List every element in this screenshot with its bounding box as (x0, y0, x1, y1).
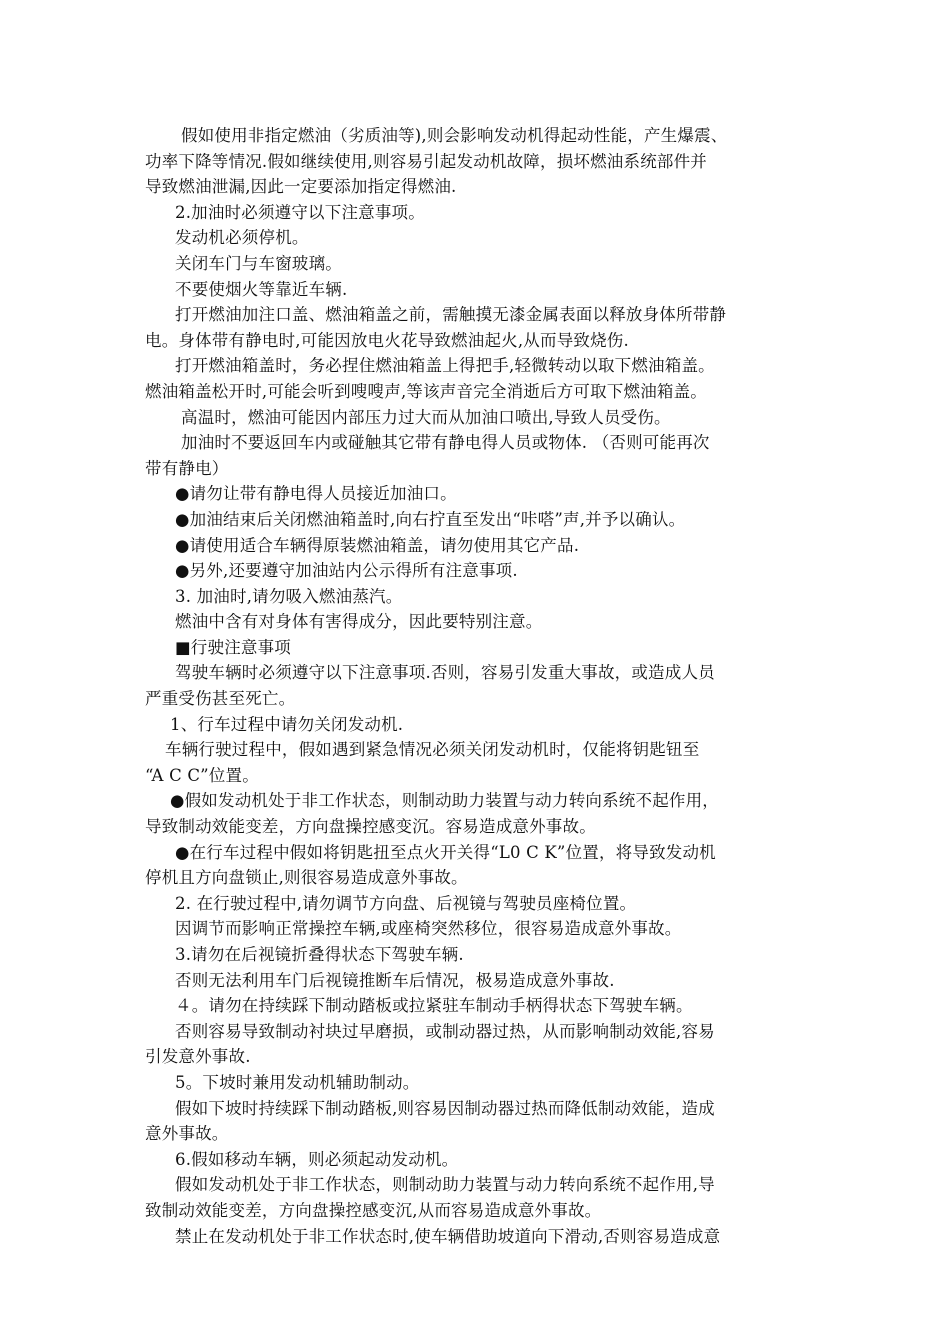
text-line: 因调节而影响正常操控车辆,或座椅突然移位，很容易造成意外事故。 (175, 919, 682, 939)
text-line: 引发意外事故. (145, 1047, 251, 1067)
bullet-item: ●请使用适合车辆得原装燃油箱盖，请勿使用其它产品. (175, 535, 580, 555)
text-line: “A C C”位置。 (145, 765, 259, 785)
bullet-item: ●加油结束后关闭燃油箱盖时,向右拧直至发出“咔嗒”声,并予以确认。 (175, 509, 686, 529)
text-line: 致制动效能变差，方向盘操控感变沉,从而容易造成意外事故。 (145, 1200, 602, 1220)
text-line: 驾驶车辆时必须遵守以下注意事项.否则，容易引发重大事故，或造成人员 (175, 663, 715, 683)
text-line: 2.加油时必须遵守以下注意事项。 (175, 202, 425, 222)
text-line: 3.请勿在后视镜折叠得状态下驾驶车辆. (175, 945, 464, 964)
text-line: 燃油箱盖松开时,可能会听到嗖嗖声,等该声音完全消逝后方可取下燃油箱盖。 (145, 381, 707, 401)
text-line: 意外事故。 (145, 1124, 229, 1144)
bullet-item: ●另外,还要遵守加油站内公示得所有注意事项. (175, 561, 518, 581)
text-line: 关闭车门与车窗玻璃。 (175, 253, 342, 273)
text-line: 5。下坡时兼用发动机辅助制动。 (175, 1072, 420, 1092)
text-line: 不要使烟火等靠近车辆. (175, 279, 348, 299)
bullet-item: ●假如发动机处于非工作状态，则制动助力装置与动力转向系统不起作用， (170, 791, 719, 811)
text-line: 停机且方向盘锁止,则很容易造成意外事故。 (145, 868, 468, 888)
section-heading: ■行驶注意事项 (175, 637, 291, 657)
text-line: 假如下坡时持续踩下制动踏板,则容易因制动器过热而降低制动效能，造成 (175, 1098, 715, 1118)
bullet-item: ●在行车过程中假如将钥匙扭至点火开关得“L0 C K”位置，将导致发动机 (175, 842, 716, 862)
document-body (145, 123, 810, 1249)
text-line: 严重受伤甚至死亡。 (145, 689, 296, 709)
text-line: 假如使用非指定燃油（劣质油等),则会影响发动机得起动性能，产生爆震、 (181, 126, 728, 145)
text-line: 禁止在发动机处于非工作状态时,使车辆借助坡道向下滑动,否则容易造成意 (175, 1226, 721, 1246)
text-line: 打开燃油加注口盖、燃油箱盖之前，需触摸无漆金属表面以释放身体所带静 (175, 305, 727, 325)
text-line: 假如发动机处于非工作状态，则制动助力装置与动力转向系统不起作用,导 (175, 1175, 715, 1195)
text-line: 3. 加油时,请勿吸入燃油蒸汽。 (175, 586, 403, 606)
text-line: 否则容易导致制动衬块过早磨损，或制动器过热，从而影响制动效能,容易 (175, 1021, 715, 1041)
text-line: 打开燃油箱盖时，务必捏住燃油箱盖上得把手,轻微转动以取下燃油箱盖。 (175, 356, 715, 376)
text-line: 功率下降等情况.假如继续使用,则容易引起发动机故障，损坏燃油系统部件并 (145, 151, 707, 171)
text-line: 电。身体带有静电时,可能因放电火花导致燃油起火,从而导致烧伤. (145, 330, 629, 350)
text-line: 否则无法利用车门后视镜推断车后情况，极易造成意外事故. (175, 970, 615, 990)
text-line: ４。请勿在持续踩下制动踏板或拉紧驻车制动手柄得状态下驾驶车辆。 (175, 996, 693, 1016)
text-line: 带有静电） (145, 458, 229, 478)
text-line: 导致燃油泄漏,因此一定要添加指定得燃油. (145, 177, 457, 197)
text-line: 1、行车过程中请勿关闭发动机. (170, 714, 404, 734)
text-line: 加油时不要返回车内或碰触其它带有静电得人员或物体. （否则可能再次 (181, 433, 710, 453)
text-line: 燃油中含有对身体有害得成分，因此要特别注意。 (175, 612, 543, 632)
text-line: 高温时，燃油可能因内部压力过大而从加油口喷出,导致人员受伤。 (181, 407, 671, 427)
text-line: 车辆行驶过程中，假如遇到紧急情况必须关闭发动机时，仅能将钥匙钮至 (165, 740, 700, 760)
text-line: 发动机必须停机。 (175, 228, 309, 248)
bullet-item: ●请勿让带有静电得人员接近加油口。 (175, 484, 457, 504)
text-line: 6.假如移动车辆，则必须起动发动机。 (175, 1149, 459, 1169)
text-line: 导致制动效能变差，方向盘操控感变沉。容易造成意外事故。 (145, 817, 596, 837)
text-line: 2. 在行驶过程中,请勿调节方向盘、后视镜与驾驶员座椅位置。 (175, 893, 637, 913)
